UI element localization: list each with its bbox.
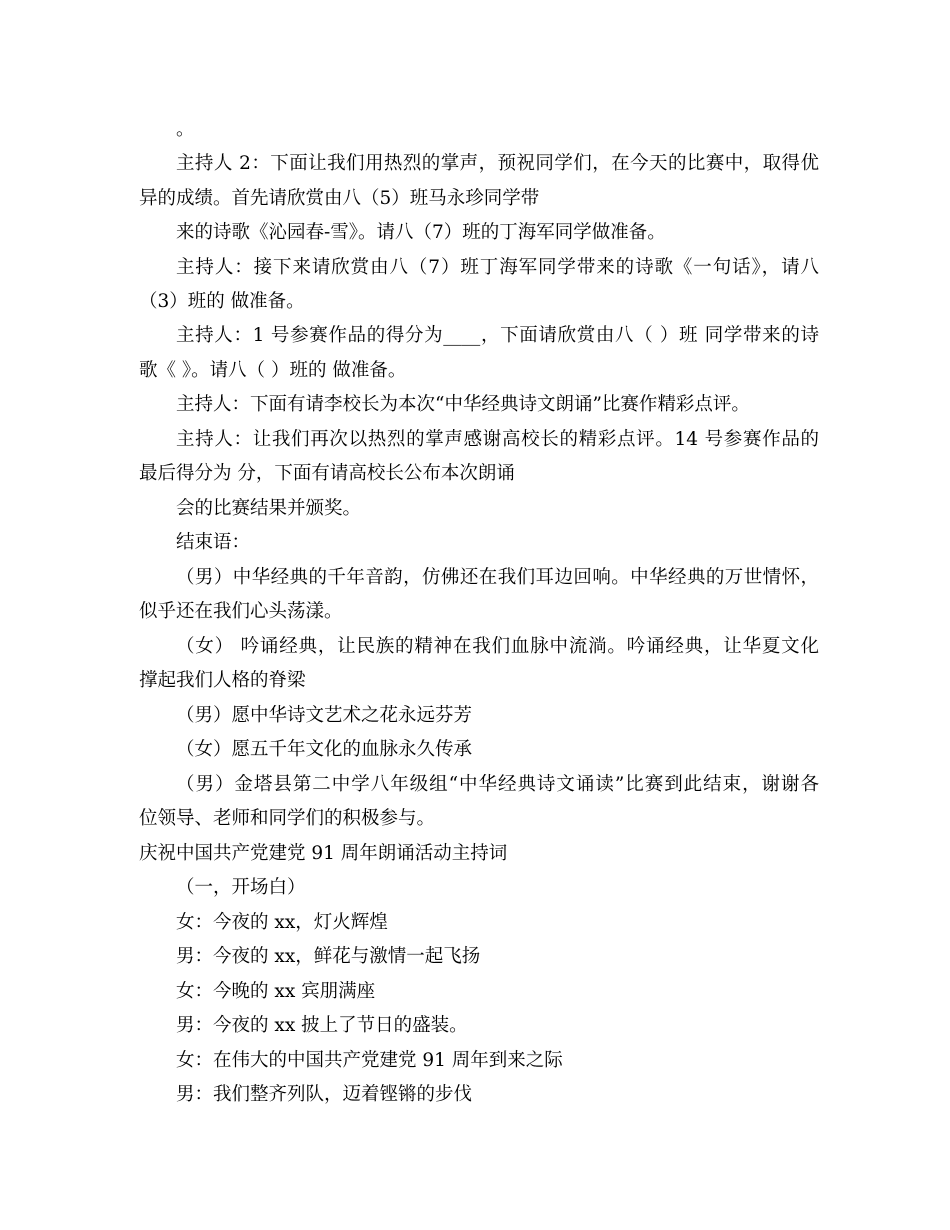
text-line: 最后得分为 分，下面有请高校长公布本次朗诵 <box>139 463 515 484</box>
text-line: 男：今夜的 xx，鲜花与激情一起飞扬 <box>176 946 481 967</box>
text-line: 主持人 2：下面让我们用热烈的掌声，预祝同学们，在今天的比赛中，取得优 <box>176 153 819 174</box>
text-line: 主持人：让我们再次以热烈的掌声感谢高校长的精彩点评。14 号参赛作品的 <box>176 429 819 450</box>
text-line: 异的成绩。首先请欣赏由八（5）班马永珍同学带 <box>139 188 540 209</box>
document-title: 庆祝中国共产党建党 91 周年朗诵活动主持词 <box>139 843 508 864</box>
text-line: 主持人：1 号参赛作品的得分为____，下面请欣赏由八（ ）班 同学带来的诗 <box>176 325 819 346</box>
text-line: （3）班的 做准备。 <box>139 291 305 312</box>
text-line: （男）中华经典的千年音韵，仿佛还在我们耳边回响。中华经典的万世情怀， <box>176 567 819 588</box>
text-line: 位领导、老师和同学们的积极参与。 <box>139 808 436 829</box>
text-line: 男：今夜的 xx 披上了节日的盛装。 <box>176 1015 468 1036</box>
text-line: （女）愿五千年文化的血脉永久传承 <box>176 739 473 760</box>
text-line: （男）愿中华诗文艺术之花永远芬芳 <box>176 705 473 726</box>
section-heading: 结束语： <box>176 532 251 553</box>
text-line: 男：我们整齐列队，迈着铿锵的步伐 <box>176 1084 473 1105</box>
text-line: 主持人：下面有请李校长为本次“中华经典诗文朗诵”比赛作精彩点评。 <box>176 394 750 415</box>
section-heading: （一，开场白） <box>176 877 306 898</box>
text-line: 似乎还在我们心头荡漾。 <box>139 601 343 622</box>
text-line: 来的诗歌《沁园春-雪》。请八（7）班的丁海军同学做准备。 <box>176 222 666 243</box>
text-line: 会的比赛结果并颁奖。 <box>176 498 362 519</box>
text-line: （女） 吟诵经典，让民族的精神在我们血脉中流淌。吟诵经典，让华夏文化 <box>176 636 819 657</box>
text-line: 女：今夜的 xx，灯火辉煌 <box>176 912 388 933</box>
text-line: 撑起我们人格的脊梁 <box>139 670 306 691</box>
text-line: 主持人：接下来请欣赏由八（7）班丁海军同学带来的诗歌《一句话》，请八 <box>176 257 819 278</box>
text-line: 女：今晚的 xx 宾朋满座 <box>176 981 376 1002</box>
text-line: （男）金塔县第二中学八年级组“中华经典诗文诵读”比赛到此结束，谢谢各 <box>176 774 819 795</box>
text-line: 歌《 》。请八（ ）班的 做准备。 <box>139 360 407 381</box>
text-line: 女：在伟大的中国共产党建党 91 周年到来之际 <box>176 1050 563 1071</box>
text-line: 。 <box>176 119 195 140</box>
